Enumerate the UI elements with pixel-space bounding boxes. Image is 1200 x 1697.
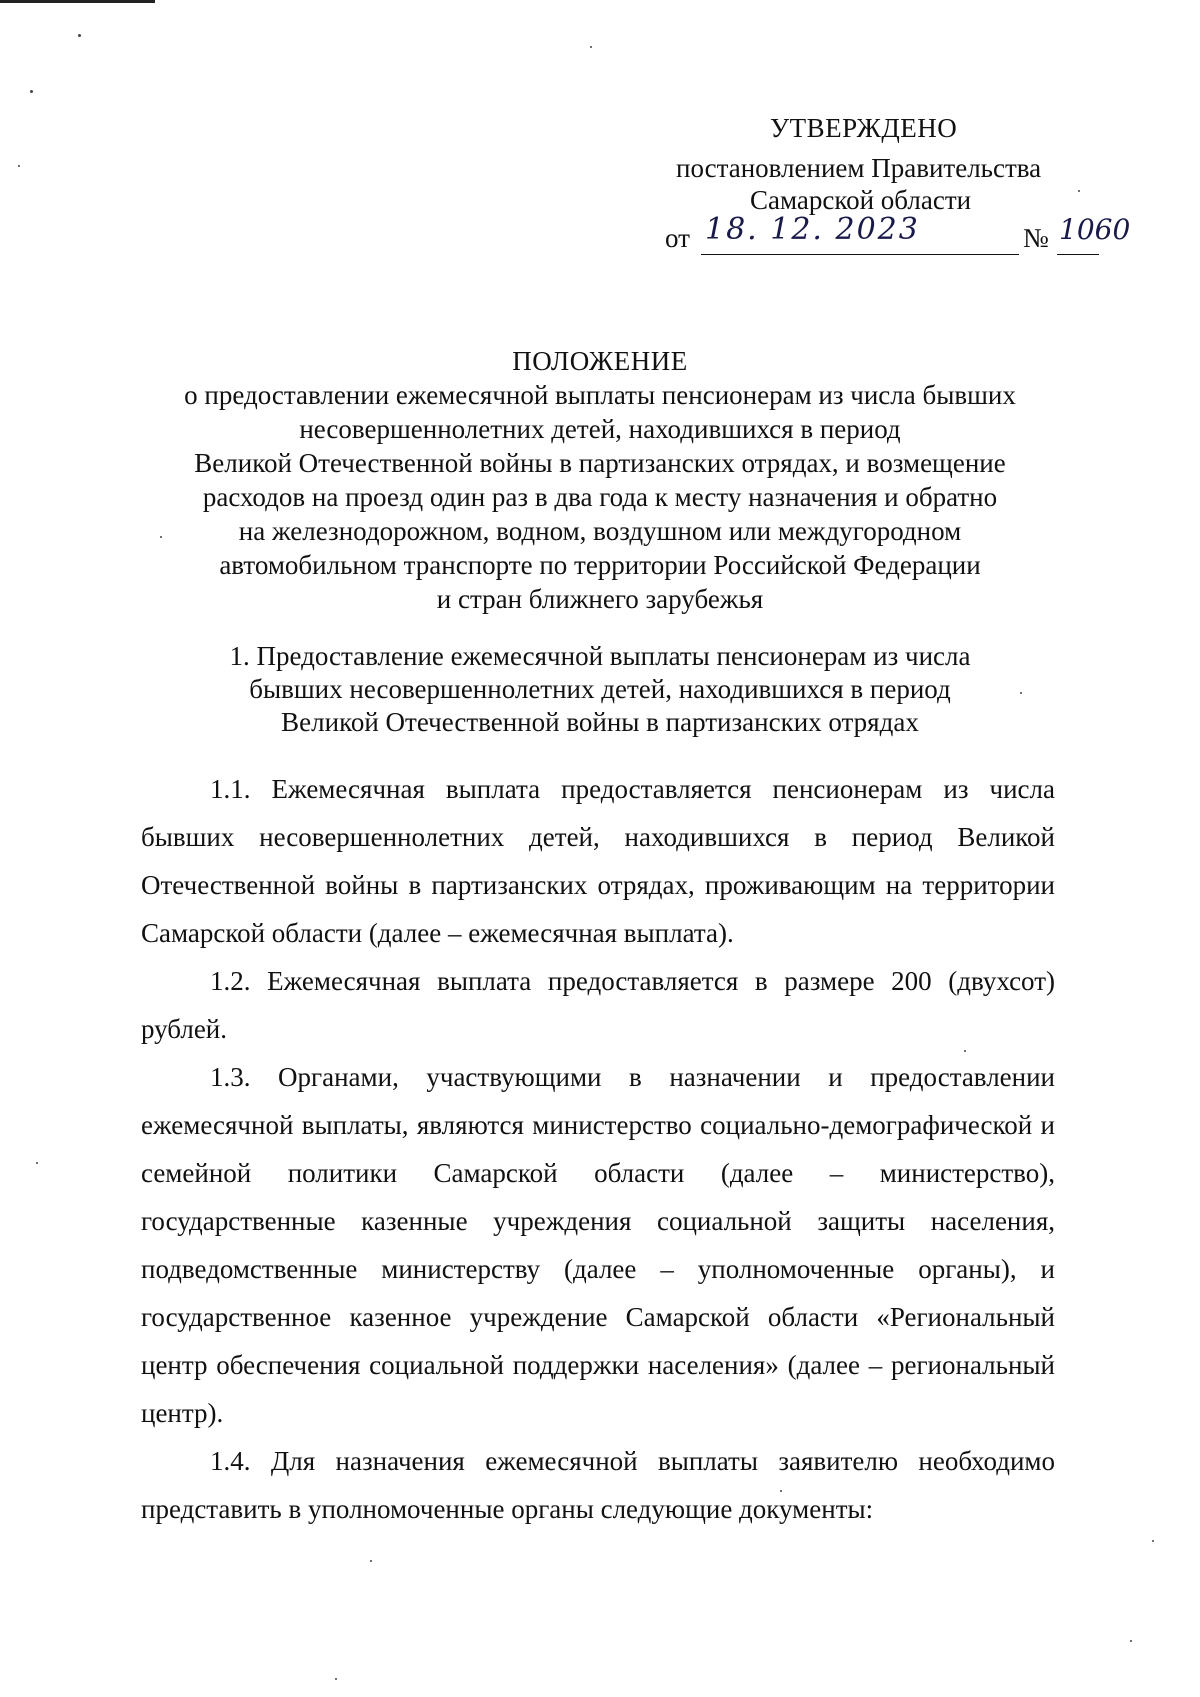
subtitle-line: автомобильном транспорте по территории Российской Федерации	[219, 550, 981, 580]
handwritten-number: 1060	[1059, 213, 1131, 246]
scan-speck	[36, 1162, 38, 1164]
section-1-heading	[0, 640, 1200, 739]
document-heading: ПОЛОЖЕНИЕ	[512, 346, 688, 376]
date-from-label: от	[665, 223, 690, 253]
scan-speck	[590, 46, 592, 48]
section-heading-line: 1. Предоставление ежемесячной выплаты пенсионерам из числа	[229, 641, 971, 671]
scan-speck	[1020, 692, 1022, 694]
paragraph-1-1: 1.1. Ежемесячная выплата предоставляется пенсионерам из числа бывших несовершеннолетних детей, находившихся в период Великой Отечественной войны в партизанских отрядах, проживающим на территории Самарской области (далее – ежемесячная выплата).	[141, 774, 1055, 948]
approval-authority: постановлением Правительства	[676, 153, 1042, 183]
number-label: №	[1023, 223, 1049, 253]
approval-title: УТВЕРЖДЕНО	[770, 113, 958, 143]
section-1-body	[141, 765, 1055, 1533]
scan-speck	[1078, 190, 1080, 192]
scan-speck	[964, 1050, 966, 1052]
approval-region: Самарской области	[750, 185, 972, 215]
document-title-block	[0, 345, 1200, 615]
paragraph-1-4: 1.4. Для назначения ежемесячной выплаты заявителю необходимо представить в уполномоченные органы следующие документы:	[141, 1446, 1055, 1524]
subtitle-line: Великой Отечественной войны в партизанских отрядах, и возмещение	[194, 448, 1006, 478]
handwritten-date: 18. 12. 2023	[705, 212, 920, 247]
subtitle-line: расходов на проезд один раз в два года к месту назначения и обратно	[202, 482, 998, 512]
scan-speck	[30, 90, 33, 93]
subtitle-line: и стран ближнего зарубежья	[436, 584, 764, 614]
section-heading-line: бывших несовершеннолетних детей, находившихся в период	[249, 674, 951, 704]
paragraph-1-2: 1.2. Ежемесячная выплата предоставляется в размере 200 (двухсот) рублей.	[141, 966, 1055, 1044]
scan-speck	[18, 165, 20, 167]
scan-speck	[1130, 1640, 1132, 1642]
scan-speck	[370, 1560, 372, 1562]
scan-speck	[1152, 1540, 1154, 1542]
paragraph-1-3: 1.3. Органами, участвующими в назначении и предоставлении ежемесячной выплаты, являются министерство социально-демографической и семейной политики Самарской области (далее – министерство), государственные казенные учреждения социальной защиты населения, подведомственные министерству (далее – уполномоченные органы), и государственное казенное учреждение Самарской области «Региональный центр обеспечения социальной поддержки населения» (далее – региональный центр).	[141, 1062, 1055, 1428]
number-underline	[1057, 254, 1099, 255]
subtitle-line: несовершеннолетних детей, находившихся в период	[299, 414, 901, 444]
subtitle-line: на железнодорожном, водном, воздушном или междугородном	[238, 516, 962, 546]
section-heading-line: Великой Отечественной войны в партизанских отрядах	[281, 707, 919, 737]
scan-speck	[160, 536, 162, 538]
subtitle-line: о предоставлении ежемесячной выплаты пенсионерам из числа бывших	[184, 380, 1016, 410]
scan-speck	[780, 1490, 782, 1492]
approval-date-number-line	[665, 212, 1131, 258]
scan-speck	[78, 34, 81, 37]
date-underline	[701, 254, 1019, 255]
scan-edge-mark	[0, 0, 155, 3]
scan-speck	[335, 1678, 337, 1680]
